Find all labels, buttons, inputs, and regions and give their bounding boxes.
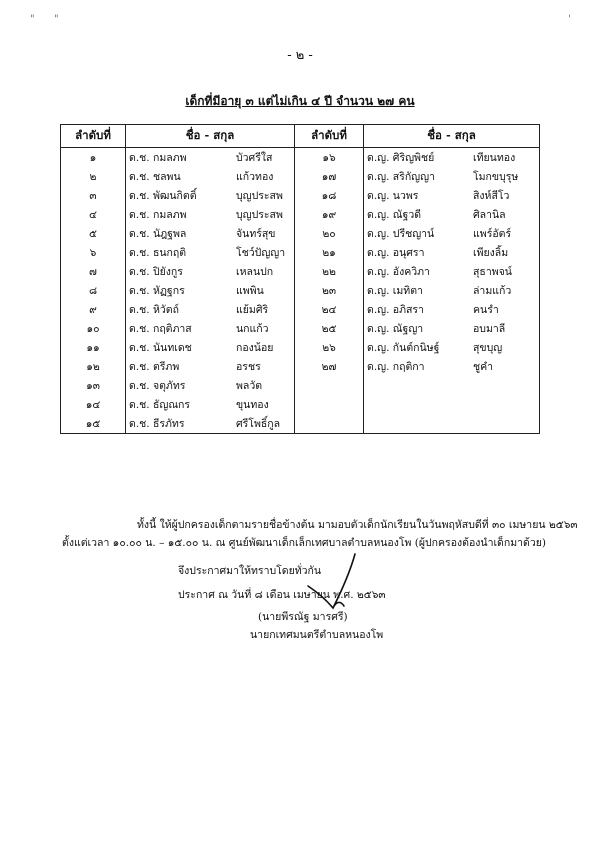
announce-date: ประกาศ ณ วันที่ ๘ เดือน เมษายน พ.ศ. ๒๕๖๓ <box>178 589 386 601</box>
name-cell: ด.ญ. สริกัญญา <box>364 167 471 186</box>
name-cell: ด.ญ. อภิสรา <box>364 300 471 319</box>
surname-cell: เหลนปก <box>233 262 295 281</box>
order-cell: ๒๖ <box>295 338 364 357</box>
table-row <box>61 243 540 262</box>
table-row <box>61 148 540 168</box>
name-cell: ด.ช. จตุภัทร <box>126 376 234 395</box>
name-cell: ด.ญ. ณัฐวดี <box>364 205 471 224</box>
order-cell: ๒๕ <box>295 319 364 338</box>
table-row <box>61 262 540 281</box>
header-name-right: ชื่อ - สกุล <box>364 125 540 148</box>
name-cell: ด.ญ. กฤติกา <box>364 357 471 376</box>
order-cell: ๑๕ <box>61 414 126 434</box>
name-cell: ด.ญ. อังควิภา <box>364 262 471 281</box>
order-cell: ๑๖ <box>295 148 364 168</box>
order-cell: ๒๑ <box>295 243 364 262</box>
name-cell: ด.ญ. ปรีชญาน์ <box>364 224 471 243</box>
order-cell: ๒๗ <box>295 357 364 376</box>
table-row <box>61 376 540 395</box>
name-cell <box>364 414 471 434</box>
surname-cell: กองน้อย <box>233 338 295 357</box>
surname-cell: จันทร์สุข <box>233 224 295 243</box>
handwritten-signature <box>300 552 370 612</box>
surname-cell: คนรำ <box>470 300 540 319</box>
name-cell: ด.ญ. ณัฐญา <box>364 319 471 338</box>
order-cell <box>295 395 364 414</box>
table-row <box>61 319 540 338</box>
surname-cell: เทียนทอง <box>470 148 540 168</box>
table-header-row <box>61 125 540 148</box>
name-cell: ด.ช. นัฎฐพล <box>126 224 234 243</box>
scan-mark: " <box>30 14 35 25</box>
table-row <box>61 414 540 434</box>
body-line-1: ทั้งนี้ ให้ผู้ปกครองเด็กตามรายชื่อข้างต้น มามอบตัวเด็กนักเรียนในวันพฤหัสบดีที่ ๓๐ เมษายน ๒๕๖๓ <box>137 519 578 531</box>
name-cell: ด.ญ. ศิริญพิชย์ <box>364 148 471 168</box>
order-cell: ๘ <box>61 281 126 300</box>
order-cell: ๑๑ <box>61 338 126 357</box>
order-cell: ๒๔ <box>295 300 364 319</box>
scan-mark: ' <box>568 14 571 25</box>
header-name-left: ชื่อ - สกุล <box>126 125 295 148</box>
table-body <box>61 148 540 434</box>
surname-cell: บุญประสพ <box>233 205 295 224</box>
name-cell: ด.ญ. อนุศรา <box>364 243 471 262</box>
surname-cell: สุธาพจน์ <box>470 262 540 281</box>
order-cell: ๕ <box>61 224 126 243</box>
surname-cell: ขุนทอง <box>233 395 295 414</box>
order-cell: ๖ <box>61 243 126 262</box>
surname-cell <box>470 395 540 414</box>
surname-cell: ศิลานิล <box>470 205 540 224</box>
table-row <box>61 167 540 186</box>
announcement: จึงประกาศมาให้ทราบโดยทั่วกัน <box>178 565 322 577</box>
order-cell: ๒๐ <box>295 224 364 243</box>
name-cell: ด.ช. กมลภพ <box>126 205 234 224</box>
table-row <box>61 224 540 243</box>
order-cell: ๔ <box>61 205 126 224</box>
name-cell: ด.ช. หิวัตถ์ <box>126 300 234 319</box>
surname-cell: โชว์ปัญญา <box>233 243 295 262</box>
list-heading: เด็กที่มีอายุ ๓ แต่ไม่เกิน ๔ ปี จำนวน ๒๗ คน <box>185 94 415 108</box>
surname-cell <box>470 376 540 395</box>
table-row <box>61 281 540 300</box>
order-cell <box>295 376 364 395</box>
name-cell: ด.ช. กฤติภาส <box>126 319 234 338</box>
order-cell: ๑๘ <box>295 186 364 205</box>
name-cell: ด.ญ. กันต์กนิษฐ์ <box>364 338 471 357</box>
surname-cell: นกแก้ว <box>233 319 295 338</box>
name-cell: ด.ญ. เมทิตา <box>364 281 471 300</box>
order-cell: ๑๓ <box>61 376 126 395</box>
page-number: - ๒ - <box>287 48 313 63</box>
name-cell: ด.ช. นันทเดช <box>126 338 234 357</box>
order-cell <box>295 414 364 434</box>
signer-title: นายกเทศมนตรีตำบลหนองโพ <box>250 629 384 641</box>
student-table <box>60 124 540 434</box>
table-row <box>61 357 540 376</box>
surname-cell: แพร์อัตร์ <box>470 224 540 243</box>
order-cell: ๑๒ <box>61 357 126 376</box>
name-cell: ด.ช. กมลภพ <box>126 148 234 168</box>
header-order-right: ลำดับที่ <box>295 125 364 148</box>
body-line-2: ตั้งแต่เวลา ๑๐.๐๐ น. – ๑๕.๐๐ น. ณ ศูนย์พัฒนาเด็กเล็กเทศบาลตำบลหนองโพ (ผู้ปกครองต้องนำเด็กมาด้วย) <box>62 537 547 549</box>
order-cell: ๗ <box>61 262 126 281</box>
table-row <box>61 338 540 357</box>
table-row <box>61 186 540 205</box>
order-cell: ๓ <box>61 186 126 205</box>
order-cell: ๑๙ <box>295 205 364 224</box>
surname-cell: บุญประสพ <box>233 186 295 205</box>
name-cell: ด.ช. ธนกฤติ <box>126 243 234 262</box>
surname-cell: เพียงลิ้ม <box>470 243 540 262</box>
name-cell: ด.ช. พัฒนกิตติ์ <box>126 186 234 205</box>
name-cell: ด.ช. ธัญณกร <box>126 395 234 414</box>
surname-cell: อรชร <box>233 357 295 376</box>
name-cell: ด.ช. ชลพน <box>126 167 234 186</box>
header-order-left: ลำดับที่ <box>61 125 126 148</box>
surname-cell: แพพิน <box>233 281 295 300</box>
name-cell: ด.ญ. นวพร <box>364 186 471 205</box>
name-cell: ด.ช. ตรีภพ <box>126 357 234 376</box>
surname-cell: ศรีโพธิ์กูล <box>233 414 295 434</box>
order-cell: ๒๒ <box>295 262 364 281</box>
surname-cell: แย้มศิริ <box>233 300 295 319</box>
name-cell <box>364 395 471 414</box>
table-row <box>61 395 540 414</box>
scan-mark: " <box>54 14 59 25</box>
surname-cell: โมกขบุรุษ <box>470 167 540 186</box>
surname-cell: ชูคำ <box>470 357 540 376</box>
surname-cell: อบมาลี <box>470 319 540 338</box>
name-cell: ด.ช. ธีรภัทร <box>126 414 234 434</box>
order-cell: ๒ <box>61 167 126 186</box>
surname-cell: แก้วทอง <box>233 167 295 186</box>
surname-cell: สิงห์สีโว <box>470 186 540 205</box>
order-cell: ๑ <box>61 148 126 168</box>
table-row <box>61 300 540 319</box>
surname-cell: พลวัต <box>233 376 295 395</box>
surname-cell: บัวศรีใส <box>233 148 295 168</box>
name-cell: ด.ช. หัฏฐกร <box>126 281 234 300</box>
surname-cell: สุขบุญ <box>470 338 540 357</box>
order-cell: ๑๗ <box>295 167 364 186</box>
name-cell: ด.ช. ปิยังกูร <box>126 262 234 281</box>
name-cell <box>364 376 471 395</box>
order-cell: ๑๔ <box>61 395 126 414</box>
signer-name: (นายพีรณัฐ มารศรี) <box>258 611 348 623</box>
order-cell: ๒๓ <box>295 281 364 300</box>
surname-cell <box>470 414 540 434</box>
order-cell: ๙ <box>61 300 126 319</box>
order-cell: ๑๐ <box>61 319 126 338</box>
surname-cell: ล่ามแก้ว <box>470 281 540 300</box>
table-row <box>61 205 540 224</box>
